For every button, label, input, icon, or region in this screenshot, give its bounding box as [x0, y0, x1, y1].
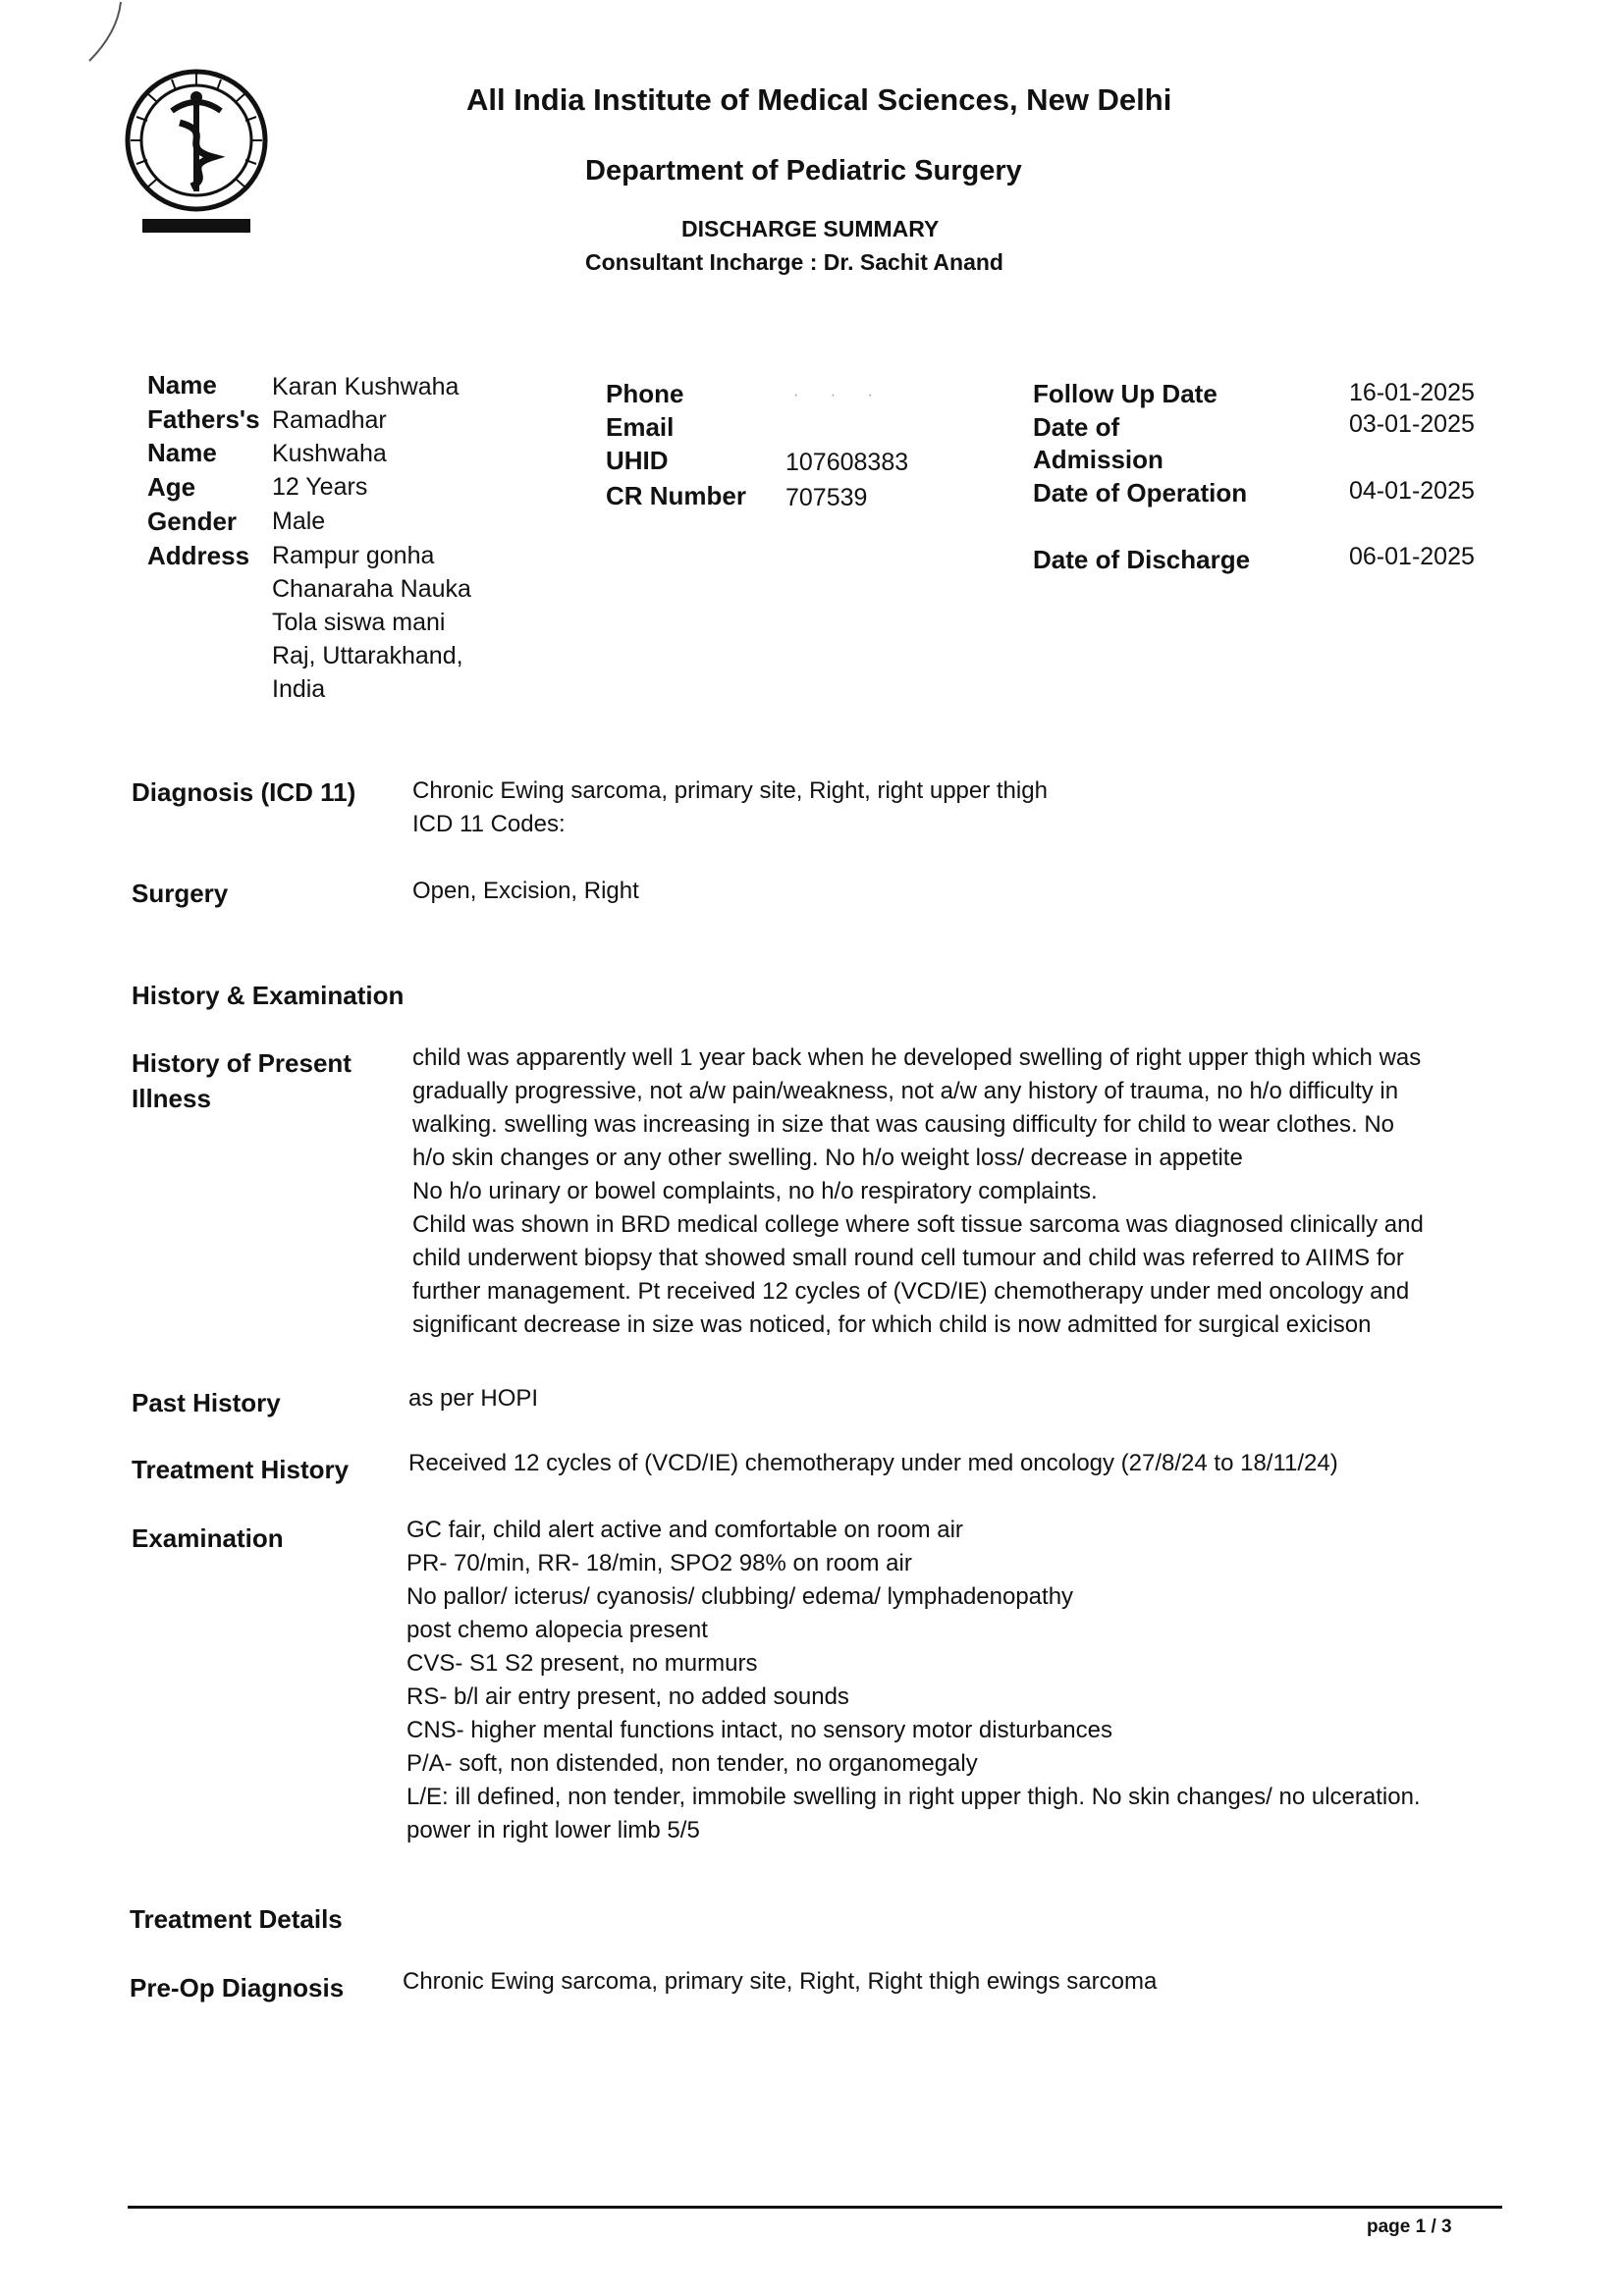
hpi-label-line-1: History of Present: [132, 1048, 352, 1078]
exam-line-8: P/A- soft, non distended, non tender, no organomegaly: [406, 1750, 978, 1777]
exam-line-9: L/E: ill defined, non tender, immobile swelling in right upper thigh. No skin changes/ no ulceration.: [406, 1784, 1421, 1810]
preop-diagnosis-label: Pre-Op Diagnosis: [130, 1973, 345, 2002]
surgery-value: Open, Excision, Right: [412, 878, 639, 904]
discharge-date-value: 06-01-2025: [1349, 543, 1475, 570]
exam-line-6: RS- b/l air entry present, no added sounds: [406, 1683, 849, 1710]
pen-stroke-mark: [83, 0, 133, 69]
address-label: Address: [147, 541, 250, 570]
history-examination-heading: History & Examination: [132, 981, 405, 1010]
name-label: Name: [147, 370, 217, 400]
phone-label: Phone: [606, 379, 684, 408]
father-name-line-2: Kushwaha: [272, 440, 387, 467]
discharge-date-label: Date of Discharge: [1033, 545, 1251, 574]
preop-diagnosis-value: Chronic Ewing sarcoma, primary site, Right, Right thigh ewings sarcoma: [403, 1968, 1158, 1995]
phone-value: · · ·: [793, 387, 887, 403]
treatment-details-heading: Treatment Details: [130, 1904, 343, 1934]
father-name-line-1: Ramadhar: [272, 406, 387, 434]
father-name-label-2: Name: [147, 438, 217, 467]
department-title: Department of Pediatric Surgery: [585, 155, 1022, 187]
age-label: Age: [147, 472, 196, 502]
exam-line-10: power in right lower limb 5/5: [406, 1817, 700, 1843]
exam-line-2: PR- 70/min, RR- 18/min, SPO2 98% on room air: [406, 1550, 912, 1576]
footer-rule: [128, 2206, 1502, 2209]
admission-date-value: 03-01-2025: [1349, 410, 1475, 438]
hpi-label-line-2: Illness: [132, 1084, 211, 1113]
email-label: Email: [606, 412, 675, 442]
uhid-label: UHID: [606, 446, 669, 475]
cr-number-value: 707539: [785, 484, 868, 511]
exam-line-3: No pallor/ icterus/ cyanosis/ clubbing/ edema/ lymphadenopathy: [406, 1583, 1074, 1610]
hpi-line-9: significant decrease in size was noticed, for which child is now admitted for surgical exicison: [412, 1311, 1372, 1338]
patient-name: Karan Kushwaha: [272, 373, 460, 400]
hpi-line-2: gradually progressive, not a/w pain/weakness, not a/w any history of trauma, no h/o difficulty in: [412, 1078, 1399, 1104]
exam-line-5: CVS- S1 S2 present, no murmurs: [406, 1650, 758, 1677]
hpi-line-8: further management. Pt received 12 cycles of (VCD/IE) chemotherapy under med oncology and: [412, 1278, 1410, 1305]
diagnosis-label: Diagnosis (ICD 11): [132, 777, 356, 807]
past-history-value: as per HOPI: [408, 1385, 539, 1412]
hpi-line-6: Child was shown in BRD medical college where soft tissue sarcoma was diagnosed clinically and: [412, 1211, 1424, 1238]
address-line-5: India: [272, 675, 326, 703]
address-line-3: Tola siswa mani: [272, 609, 446, 636]
surgery-label: Surgery: [132, 879, 229, 908]
father-name-label-1: Fathers's: [147, 404, 260, 434]
admission-date-label-1: Date of: [1033, 412, 1120, 442]
patient-gender: Male: [272, 507, 326, 535]
exam-line-4: post chemo alopecia present: [406, 1617, 708, 1643]
hpi-line-5: No h/o urinary or bowel complaints, no h/o respiratory complaints.: [412, 1178, 1098, 1204]
followup-date-label: Follow Up Date: [1033, 379, 1217, 408]
gender-label: Gender: [147, 507, 238, 536]
hpi-line-3: walking. swelling was increasing in size that was causing difficulty for child to wear clothes. No: [412, 1111, 1395, 1138]
followup-date-value: 16-01-2025: [1349, 379, 1475, 406]
admission-date-label-2: Admission: [1033, 445, 1163, 474]
hpi-line-7: child underwent biopsy that showed small round cell tumour and child was referred to AIIMS for: [412, 1245, 1404, 1271]
treatment-history-value: Received 12 cycles of (VCD/IE) chemotherapy under med oncology (27/8/24 to 18/11/24): [408, 1450, 1338, 1476]
operation-date-value: 04-01-2025: [1349, 477, 1475, 505]
hpi-line-1: child was apparently well 1 year back when he developed swelling of right upper thigh which was: [412, 1044, 1422, 1071]
page-number: page 1 / 3: [1367, 2216, 1452, 2237]
uhid-value: 107608383: [785, 449, 909, 476]
treatment-history-label: Treatment History: [132, 1455, 350, 1484]
hpi-line-4: h/o skin changes or any other swelling. No h/o weight loss/ decrease in appetite: [412, 1145, 1243, 1171]
operation-date-label: Date of Operation: [1033, 478, 1248, 507]
address-line-4: Raj, Uttarakhand,: [272, 642, 463, 669]
consultant-line: Consultant Incharge : Dr. Sachit Anand: [585, 249, 1003, 275]
past-history-label: Past History: [132, 1388, 281, 1417]
document-title: DISCHARGE SUMMARY: [681, 216, 940, 241]
diagnosis-line-2: ICD 11 Codes:: [412, 811, 566, 837]
exam-line-1: GC fair, child alert active and comfortable on room air: [406, 1517, 963, 1543]
address-line-2: Chanaraha Nauka: [272, 575, 471, 603]
cr-number-label: CR Number: [606, 481, 747, 510]
diagnosis-line-1: Chronic Ewing sarcoma, primary site, Right, right upper thigh: [412, 777, 1048, 804]
aiims-logo-icon: [123, 64, 270, 245]
patient-age: 12 Years: [272, 473, 368, 501]
examination-label: Examination: [132, 1523, 284, 1553]
exam-line-7: CNS- higher mental functions intact, no sensory motor disturbances: [406, 1717, 1113, 1743]
institute-title: All India Institute of Medical Sciences, New Delhi: [466, 82, 1172, 117]
address-line-1: Rampur gonha: [272, 542, 435, 569]
